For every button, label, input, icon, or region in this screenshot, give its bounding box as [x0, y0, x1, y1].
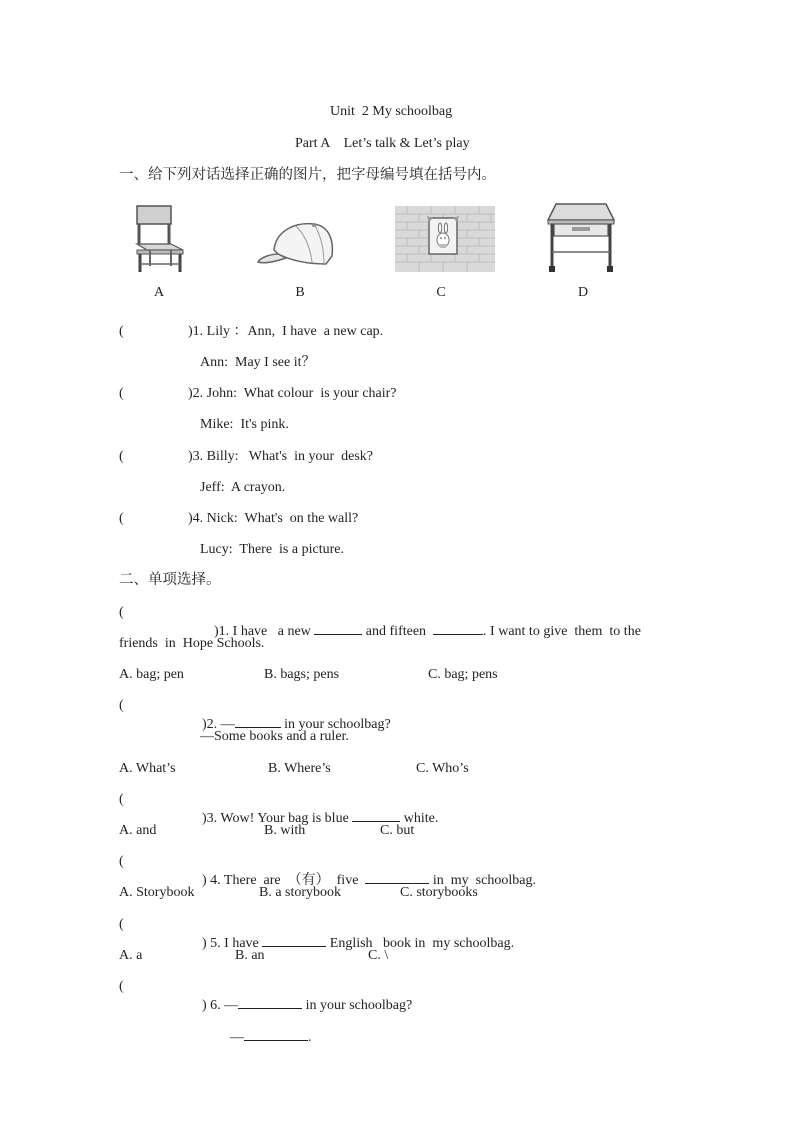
- dialog-answer-4: Lucy: There is a picture.: [200, 542, 344, 557]
- q5-text-pre: ) 5. I have: [202, 936, 263, 951]
- q1-option-a[interactable]: A. bag; pen: [119, 667, 184, 682]
- answer-paren-1-1[interactable]: (: [119, 324, 124, 339]
- q2-option-b[interactable]: B. Where’s: [268, 761, 331, 776]
- dialog-question-3: )3. Billy: What's in your desk?: [188, 449, 374, 464]
- q6-text-pre: ) 6. —: [202, 998, 239, 1013]
- q2-blank[interactable]: [235, 715, 281, 728]
- choice-question-2-answer: —Some books and a ruler.: [200, 729, 349, 744]
- q1-option-c[interactable]: C. bag; pens: [428, 667, 498, 682]
- q6-blank[interactable]: [238, 996, 302, 1009]
- answer-paren-2-4[interactable]: (: [119, 854, 124, 869]
- dialog-question-4: )4. Nick: What's on the wall?: [188, 511, 359, 526]
- dialog-question-1: )1. Lily ：Ann, I have a new cap.: [188, 324, 384, 339]
- picture-label-a: A: [153, 285, 165, 300]
- picture-label-b: B: [295, 285, 305, 300]
- choice-question-1-line2: friends in Hope Schools.: [119, 636, 265, 651]
- page-title: Unit 2 My schoolbag: [330, 104, 453, 119]
- q5-option-c[interactable]: C. \: [368, 948, 389, 963]
- choice-question-4: [188, 853, 536, 908]
- dialog-answer-2: Mike: It's pink.: [200, 417, 289, 432]
- choice-question-1: [200, 604, 641, 659]
- q1-text-mid: and fifteen: [362, 624, 434, 639]
- dialog-answer-3: Jeff: A crayon.: [200, 480, 286, 495]
- q3-blank[interactable]: [352, 809, 400, 822]
- section2-heading: 二、单项选择。: [119, 572, 221, 588]
- q5-blank[interactable]: [262, 934, 326, 947]
- q1-option-b[interactable]: B. bags; pens: [264, 667, 340, 682]
- answer-paren-1-2[interactable]: (: [119, 386, 124, 401]
- picture-label-d: D: [577, 285, 589, 300]
- desk-icon: [546, 202, 616, 274]
- q4-option-b[interactable]: B. a storybook: [259, 885, 342, 900]
- q4-blank[interactable]: [365, 871, 429, 884]
- q5-text-post: English book in my schoolbag.: [326, 936, 515, 951]
- answer-paren-2-5[interactable]: (: [119, 917, 124, 932]
- answer-paren-2-6[interactable]: (: [119, 979, 124, 994]
- q2-text-pre: )2. —: [202, 717, 235, 732]
- q1-blank-1[interactable]: [314, 622, 362, 635]
- q2-text-post: in your schoolbag?: [280, 717, 391, 732]
- q4-text-pre: ) 4. There are （有） five: [202, 873, 366, 888]
- q2-option-c[interactable]: C. Who’s: [416, 761, 469, 776]
- q6-text-post: in your schoolbag?: [302, 998, 413, 1013]
- answer-paren-2-1[interactable]: (: [119, 605, 124, 620]
- q6-answer-pre: —: [230, 1030, 244, 1045]
- q3-option-b[interactable]: B. with: [264, 823, 306, 838]
- cap-icon: [256, 220, 336, 270]
- section1-heading: 一、给下列对话选择正确的图片，把字母编号填在括号内。: [119, 167, 496, 183]
- q1-text-post: . I want to give them to the: [483, 624, 641, 639]
- q1-blank-2[interactable]: [433, 622, 483, 635]
- q3-text-post: white.: [400, 811, 439, 826]
- q4-text-post: in my schoolbag.: [429, 873, 536, 888]
- choice-question-6-answer: [216, 1010, 312, 1065]
- q3-option-c[interactable]: C. but: [380, 823, 415, 838]
- dialog-answer-1: Ann: May I see it？: [200, 355, 316, 370]
- picture-on-wall-icon: [395, 206, 495, 272]
- chair-icon: [133, 204, 185, 274]
- answer-paren-2-3[interactable]: (: [119, 792, 124, 807]
- q3-text-pre: )3. Wow! Your bag is blue: [202, 811, 353, 826]
- answer-paren-1-3[interactable]: (: [119, 449, 124, 464]
- q6-answer-blank[interactable]: [244, 1028, 308, 1041]
- q5-option-b[interactable]: B. an: [235, 948, 265, 963]
- dialog-question-2: )2. John: What colour is your chair?: [188, 386, 397, 401]
- q5-option-a[interactable]: A. a: [119, 948, 143, 963]
- picture-label-c: C: [436, 285, 446, 300]
- answer-paren-1-4[interactable]: (: [119, 511, 124, 526]
- q2-option-a[interactable]: A. What’s: [119, 761, 176, 776]
- q3-option-a[interactable]: A. and: [119, 823, 157, 838]
- q6-answer-post: .: [308, 1030, 312, 1045]
- q1-text-pre: )1. I have a new: [214, 624, 315, 639]
- answer-paren-2-2[interactable]: (: [119, 698, 124, 713]
- q4-option-c[interactable]: C. storybooks: [400, 885, 478, 900]
- page-subtitle: Part A Let’s talk & Let’s play: [295, 136, 470, 151]
- q4-option-a[interactable]: A. Storybook: [119, 885, 195, 900]
